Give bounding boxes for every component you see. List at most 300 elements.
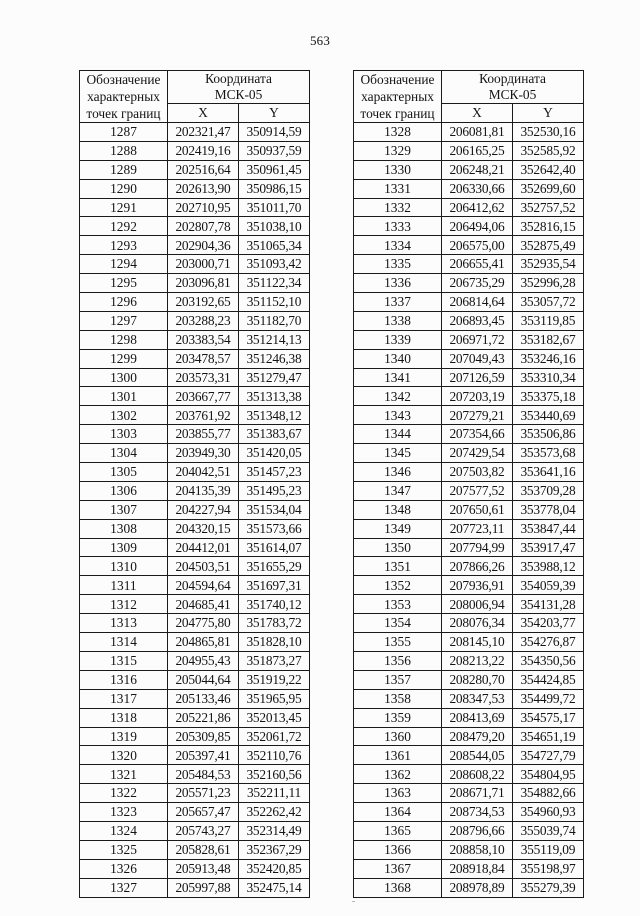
header-coordinate-system: Координата МСК-05 <box>442 71 584 104</box>
y-coordinate-cell: 352160,56 <box>239 765 310 784</box>
page-number: 563 <box>309 33 331 48</box>
table-row <box>354 293 584 312</box>
y-coordinate-cell: 352585,92 <box>513 141 584 160</box>
y-coordinate-cell: 352996,28 <box>513 274 584 293</box>
point-id-cell: 1365 <box>354 821 442 840</box>
y-coordinate-cell: 353182,67 <box>513 330 584 349</box>
table-row <box>80 330 310 349</box>
y-coordinate-cell: 354350,56 <box>513 651 584 670</box>
point-id-cell: 1325 <box>80 840 168 859</box>
header-point-designation: Обозначение характерных точек границ <box>80 71 168 123</box>
y-coordinate-cell: 354203,77 <box>513 614 584 633</box>
y-coordinate-cell: 354804,95 <box>513 765 584 784</box>
table-row <box>354 425 584 444</box>
y-coordinate-cell: 352061,72 <box>239 727 310 746</box>
x-coordinate-cell: 205484,53 <box>168 765 239 784</box>
y-coordinate-cell: 352935,54 <box>513 255 584 274</box>
y-coordinate-cell: 352816,15 <box>513 217 584 236</box>
x-coordinate-cell: 205044,64 <box>168 670 239 689</box>
table-row <box>354 255 584 274</box>
x-coordinate-cell: 205133,46 <box>168 689 239 708</box>
y-coordinate-cell: 352013,45 <box>239 708 310 727</box>
y-coordinate-cell: 353310,34 <box>513 368 584 387</box>
header-x: X <box>168 104 239 123</box>
table-row <box>80 595 310 614</box>
x-coordinate-cell: 207577,52 <box>442 481 513 500</box>
y-coordinate-cell: 353375,18 <box>513 387 584 406</box>
x-coordinate-cell: 202419,16 <box>168 141 239 160</box>
table-row <box>354 123 584 142</box>
x-coordinate-cell: 208479,20 <box>442 727 513 746</box>
y-coordinate-cell: 351038,10 <box>239 217 310 236</box>
table-row <box>80 821 310 840</box>
table-row <box>80 141 310 160</box>
x-coordinate-cell: 208734,53 <box>442 803 513 822</box>
x-coordinate-cell: 208608,22 <box>442 765 513 784</box>
point-id-cell: 1363 <box>354 784 442 803</box>
table-row <box>354 179 584 198</box>
table-row <box>80 859 310 878</box>
y-coordinate-cell: 351011,70 <box>239 198 310 217</box>
y-coordinate-cell: 350986,15 <box>239 179 310 198</box>
x-coordinate-cell: 206165,25 <box>442 141 513 160</box>
point-id-cell: 1292 <box>80 217 168 236</box>
point-id-cell: 1310 <box>80 557 168 576</box>
header-point-designation: Обозначение характерных точек границ <box>354 71 442 123</box>
y-coordinate-cell: 351783,72 <box>239 614 310 633</box>
table-row <box>80 576 310 595</box>
point-id-cell: 1324 <box>80 821 168 840</box>
table-row <box>354 708 584 727</box>
x-coordinate-cell: 206893,45 <box>442 311 513 330</box>
table-row <box>354 311 584 330</box>
x-coordinate-cell: 204775,80 <box>168 614 239 633</box>
y-coordinate-cell: 354059,39 <box>513 576 584 595</box>
x-coordinate-cell: 206655,41 <box>442 255 513 274</box>
point-id-cell: 1315 <box>80 651 168 670</box>
x-coordinate-cell: 208413,69 <box>442 708 513 727</box>
table-row <box>354 349 584 368</box>
y-coordinate-cell: 351152,10 <box>239 293 310 312</box>
x-coordinate-cell: 205913,48 <box>168 859 239 878</box>
point-id-cell: 1308 <box>80 519 168 538</box>
point-id-cell: 1320 <box>80 746 168 765</box>
x-coordinate-cell: 207794,99 <box>442 538 513 557</box>
y-coordinate-cell: 351122,34 <box>239 274 310 293</box>
x-coordinate-cell: 206330,66 <box>442 179 513 198</box>
y-coordinate-cell: 352420,85 <box>239 859 310 878</box>
x-coordinate-cell: 207279,21 <box>442 406 513 425</box>
table-row <box>80 557 310 576</box>
y-coordinate-cell: 351614,07 <box>239 538 310 557</box>
table-row <box>354 274 584 293</box>
table-row <box>354 840 584 859</box>
point-id-cell: 1358 <box>354 689 442 708</box>
point-id-cell: 1341 <box>354 368 442 387</box>
x-coordinate-cell: 202807,78 <box>168 217 239 236</box>
table-row <box>354 859 584 878</box>
table-row <box>80 651 310 670</box>
x-coordinate-cell: 206248,21 <box>442 160 513 179</box>
y-coordinate-cell: 352367,29 <box>239 840 310 859</box>
table-row <box>80 255 310 274</box>
y-coordinate-cell: 354276,87 <box>513 633 584 652</box>
point-id-cell: 1319 <box>80 727 168 746</box>
table-row <box>80 784 310 803</box>
point-id-cell: 1306 <box>80 481 168 500</box>
y-coordinate-cell: 352475,14 <box>239 878 310 897</box>
table-row <box>354 595 584 614</box>
table-row <box>80 198 310 217</box>
table-row <box>354 821 584 840</box>
point-id-cell: 1339 <box>354 330 442 349</box>
point-id-cell: 1354 <box>354 614 442 633</box>
x-coordinate-cell: 203573,31 <box>168 368 239 387</box>
x-coordinate-cell: 206575,00 <box>442 236 513 255</box>
y-coordinate-cell: 350961,45 <box>239 160 310 179</box>
table-row <box>80 481 310 500</box>
table-row <box>80 274 310 293</box>
x-coordinate-cell: 203949,30 <box>168 444 239 463</box>
x-coordinate-cell: 204865,81 <box>168 633 239 652</box>
point-id-cell: 1346 <box>354 463 442 482</box>
x-coordinate-cell: 202904,36 <box>168 236 239 255</box>
x-coordinate-cell: 204685,41 <box>168 595 239 614</box>
point-id-cell: 1350 <box>354 538 442 557</box>
x-coordinate-cell: 206081,81 <box>442 123 513 142</box>
y-coordinate-cell: 351919,22 <box>239 670 310 689</box>
x-coordinate-cell: 208671,71 <box>442 784 513 803</box>
x-coordinate-cell: 208544,05 <box>442 746 513 765</box>
x-coordinate-cell: 204955,43 <box>168 651 239 670</box>
point-id-cell: 1290 <box>80 179 168 198</box>
point-id-cell: 1318 <box>80 708 168 727</box>
x-coordinate-cell: 203855,77 <box>168 425 239 444</box>
table-body-left <box>80 123 310 898</box>
table-row <box>80 519 310 538</box>
point-id-cell: 1326 <box>80 859 168 878</box>
x-coordinate-cell: 207126,59 <box>442 368 513 387</box>
y-coordinate-cell: 352699,60 <box>513 179 584 198</box>
table-row <box>354 236 584 255</box>
table-row <box>354 633 584 652</box>
point-id-cell: 1316 <box>80 670 168 689</box>
x-coordinate-cell: 207049,43 <box>442 349 513 368</box>
y-coordinate-cell: 353246,16 <box>513 349 584 368</box>
y-coordinate-cell: 355279,39 <box>513 878 584 897</box>
y-coordinate-cell: 352642,40 <box>513 160 584 179</box>
table-row <box>80 406 310 425</box>
y-coordinate-cell: 351420,05 <box>239 444 310 463</box>
table-row <box>354 406 584 425</box>
point-id-cell: 1288 <box>80 141 168 160</box>
table-row <box>354 519 584 538</box>
table-row <box>354 368 584 387</box>
y-coordinate-cell: 351182,70 <box>239 311 310 330</box>
y-coordinate-cell: 353988,12 <box>513 557 584 576</box>
x-coordinate-cell: 204042,51 <box>168 463 239 482</box>
x-coordinate-cell: 208796,66 <box>442 821 513 840</box>
table-row <box>80 236 310 255</box>
point-id-cell: 1347 <box>354 481 442 500</box>
x-coordinate-cell: 203478,57 <box>168 349 239 368</box>
y-coordinate-cell: 354882,66 <box>513 784 584 803</box>
table-row <box>354 614 584 633</box>
y-coordinate-cell: 351313,38 <box>239 387 310 406</box>
point-id-cell: 1351 <box>354 557 442 576</box>
x-coordinate-cell: 206412,62 <box>442 198 513 217</box>
table-row <box>80 425 310 444</box>
x-coordinate-cell: 202321,47 <box>168 123 239 142</box>
y-coordinate-cell: 351279,47 <box>239 368 310 387</box>
table-row <box>354 387 584 406</box>
x-coordinate-cell: 207503,82 <box>442 463 513 482</box>
x-coordinate-cell: 202516,64 <box>168 160 239 179</box>
y-coordinate-cell: 351573,66 <box>239 519 310 538</box>
y-coordinate-cell: 352110,76 <box>239 746 310 765</box>
point-id-cell: 1294 <box>80 255 168 274</box>
x-coordinate-cell: 202710,95 <box>168 198 239 217</box>
x-coordinate-cell: 206494,06 <box>442 217 513 236</box>
table-row <box>80 803 310 822</box>
point-id-cell: 1301 <box>80 387 168 406</box>
table-row <box>354 670 584 689</box>
point-id-cell: 1366 <box>354 840 442 859</box>
y-coordinate-cell: 353119,85 <box>513 311 584 330</box>
y-coordinate-cell: 351457,23 <box>239 463 310 482</box>
point-id-cell: 1368 <box>354 878 442 897</box>
y-coordinate-cell: 351246,38 <box>239 349 310 368</box>
x-coordinate-cell: 203192,65 <box>168 293 239 312</box>
y-coordinate-cell: 352314,49 <box>239 821 310 840</box>
point-id-cell: 1343 <box>354 406 442 425</box>
point-id-cell: 1309 <box>80 538 168 557</box>
coordinates-table-right <box>353 70 584 898</box>
point-id-cell: 1291 <box>80 198 168 217</box>
table-row <box>80 746 310 765</box>
point-id-cell: 1302 <box>80 406 168 425</box>
x-coordinate-cell: 205397,41 <box>168 746 239 765</box>
table-row <box>354 538 584 557</box>
y-coordinate-cell: 355119,09 <box>513 840 584 859</box>
table-row <box>80 765 310 784</box>
y-coordinate-cell: 353847,44 <box>513 519 584 538</box>
point-id-cell: 1360 <box>354 727 442 746</box>
point-id-cell: 1312 <box>80 595 168 614</box>
point-id-cell: 1327 <box>80 878 168 897</box>
x-coordinate-cell: 208145,10 <box>442 633 513 652</box>
y-coordinate-cell: 351093,42 <box>239 255 310 274</box>
x-coordinate-cell: 205657,47 <box>168 803 239 822</box>
point-id-cell: 1297 <box>80 311 168 330</box>
table-row <box>354 689 584 708</box>
y-coordinate-cell: 351214,13 <box>239 330 310 349</box>
point-id-cell: 1345 <box>354 444 442 463</box>
point-id-cell: 1332 <box>354 198 442 217</box>
table-row <box>354 765 584 784</box>
y-coordinate-cell: 351697,31 <box>239 576 310 595</box>
table-row <box>80 123 310 142</box>
point-id-cell: 1356 <box>354 651 442 670</box>
table-row <box>354 160 584 179</box>
y-coordinate-cell: 354575,17 <box>513 708 584 727</box>
point-id-cell: 1357 <box>354 670 442 689</box>
point-id-cell: 1352 <box>354 576 442 595</box>
y-coordinate-cell: 351348,12 <box>239 406 310 425</box>
x-coordinate-cell: 207354,66 <box>442 425 513 444</box>
x-coordinate-cell: 202613,90 <box>168 179 239 198</box>
table-row <box>354 481 584 500</box>
table-row <box>354 141 584 160</box>
coordinates-table-left <box>79 70 310 898</box>
point-id-cell: 1349 <box>354 519 442 538</box>
header-coordinate-system: Координата МСК-05 <box>168 71 310 104</box>
y-coordinate-cell: 351740,12 <box>239 595 310 614</box>
y-coordinate-cell: 355198,97 <box>513 859 584 878</box>
y-coordinate-cell: 353506,86 <box>513 425 584 444</box>
point-id-cell: 1333 <box>354 217 442 236</box>
x-coordinate-cell: 205221,86 <box>168 708 239 727</box>
table-row <box>80 311 310 330</box>
point-id-cell: 1364 <box>354 803 442 822</box>
point-id-cell: 1340 <box>354 349 442 368</box>
point-id-cell: 1296 <box>80 293 168 312</box>
header-y: Y <box>513 104 584 123</box>
y-coordinate-cell: 353573,68 <box>513 444 584 463</box>
x-coordinate-cell: 208347,53 <box>442 689 513 708</box>
point-id-cell: 1329 <box>354 141 442 160</box>
table-row <box>354 784 584 803</box>
table-row <box>80 633 310 652</box>
x-coordinate-cell: 207429,54 <box>442 444 513 463</box>
y-coordinate-cell: 352757,52 <box>513 198 584 217</box>
point-id-cell: 1361 <box>354 746 442 765</box>
point-id-cell: 1355 <box>354 633 442 652</box>
point-id-cell: 1295 <box>80 274 168 293</box>
y-coordinate-cell: 351383,67 <box>239 425 310 444</box>
point-id-cell: 1293 <box>80 236 168 255</box>
point-id-cell: 1367 <box>354 859 442 878</box>
x-coordinate-cell: 203096,81 <box>168 274 239 293</box>
y-coordinate-cell: 352530,16 <box>513 123 584 142</box>
x-coordinate-cell: 203761,92 <box>168 406 239 425</box>
y-coordinate-cell: 353440,69 <box>513 406 584 425</box>
table-row <box>80 614 310 633</box>
table-row <box>80 689 310 708</box>
x-coordinate-cell: 208076,34 <box>442 614 513 633</box>
table-row <box>354 500 584 519</box>
y-coordinate-cell: 352262,42 <box>239 803 310 822</box>
point-id-cell: 1321 <box>80 765 168 784</box>
x-coordinate-cell: 205743,27 <box>168 821 239 840</box>
y-coordinate-cell: 350937,59 <box>239 141 310 160</box>
x-coordinate-cell: 203000,71 <box>168 255 239 274</box>
y-coordinate-cell: 353057,72 <box>513 293 584 312</box>
table-row <box>354 746 584 765</box>
y-coordinate-cell: 351655,29 <box>239 557 310 576</box>
x-coordinate-cell: 207203,19 <box>442 387 513 406</box>
table-row <box>354 803 584 822</box>
table-row <box>354 576 584 595</box>
x-coordinate-cell: 203667,77 <box>168 387 239 406</box>
header-y: Y <box>239 104 310 123</box>
x-coordinate-cell: 203288,23 <box>168 311 239 330</box>
y-coordinate-cell: 353917,47 <box>513 538 584 557</box>
y-coordinate-cell: 355039,74 <box>513 821 584 840</box>
table-row <box>354 651 584 670</box>
point-id-cell: 1337 <box>354 293 442 312</box>
x-coordinate-cell: 203383,54 <box>168 330 239 349</box>
y-coordinate-cell: 351495,23 <box>239 481 310 500</box>
y-coordinate-cell: 353778,04 <box>513 500 584 519</box>
point-id-cell: 1304 <box>80 444 168 463</box>
x-coordinate-cell: 205571,23 <box>168 784 239 803</box>
scan-speck <box>352 901 355 902</box>
table-row <box>80 708 310 727</box>
table-row <box>80 387 310 406</box>
table-row <box>80 217 310 236</box>
x-coordinate-cell: 206971,72 <box>442 330 513 349</box>
point-id-cell: 1330 <box>354 160 442 179</box>
point-id-cell: 1362 <box>354 765 442 784</box>
point-id-cell: 1338 <box>354 311 442 330</box>
point-id-cell: 1335 <box>354 255 442 274</box>
table-row <box>354 727 584 746</box>
point-id-cell: 1298 <box>80 330 168 349</box>
table-row <box>80 179 310 198</box>
table-row <box>80 538 310 557</box>
header-x: X <box>442 104 513 123</box>
point-id-cell: 1305 <box>80 463 168 482</box>
table-body-right <box>354 123 584 898</box>
x-coordinate-cell: 206814,64 <box>442 293 513 312</box>
y-coordinate-cell: 351873,27 <box>239 651 310 670</box>
x-coordinate-cell: 204503,51 <box>168 557 239 576</box>
x-coordinate-cell: 207866,26 <box>442 557 513 576</box>
point-id-cell: 1331 <box>354 179 442 198</box>
point-id-cell: 1311 <box>80 576 168 595</box>
x-coordinate-cell: 208280,70 <box>442 670 513 689</box>
point-id-cell: 1353 <box>354 595 442 614</box>
y-coordinate-cell: 351965,95 <box>239 689 310 708</box>
table-row <box>80 500 310 519</box>
point-id-cell: 1322 <box>80 784 168 803</box>
table-row <box>354 463 584 482</box>
x-coordinate-cell: 206735,29 <box>442 274 513 293</box>
x-coordinate-cell: 204412,01 <box>168 538 239 557</box>
point-id-cell: 1359 <box>354 708 442 727</box>
table-row <box>80 160 310 179</box>
y-coordinate-cell: 354499,72 <box>513 689 584 708</box>
x-coordinate-cell: 208918,84 <box>442 859 513 878</box>
x-coordinate-cell: 204594,64 <box>168 576 239 595</box>
y-coordinate-cell: 351534,04 <box>239 500 310 519</box>
table-row <box>354 557 584 576</box>
point-id-cell: 1303 <box>80 425 168 444</box>
point-id-cell: 1348 <box>354 500 442 519</box>
point-id-cell: 1317 <box>80 689 168 708</box>
table-row <box>80 840 310 859</box>
x-coordinate-cell: 208978,89 <box>442 878 513 897</box>
table-row <box>354 217 584 236</box>
y-coordinate-cell: 354651,19 <box>513 727 584 746</box>
point-id-cell: 1344 <box>354 425 442 444</box>
table-row <box>354 878 584 897</box>
table-row <box>80 878 310 897</box>
x-coordinate-cell: 205309,85 <box>168 727 239 746</box>
y-coordinate-cell: 354727,79 <box>513 746 584 765</box>
x-coordinate-cell: 205828,61 <box>168 840 239 859</box>
